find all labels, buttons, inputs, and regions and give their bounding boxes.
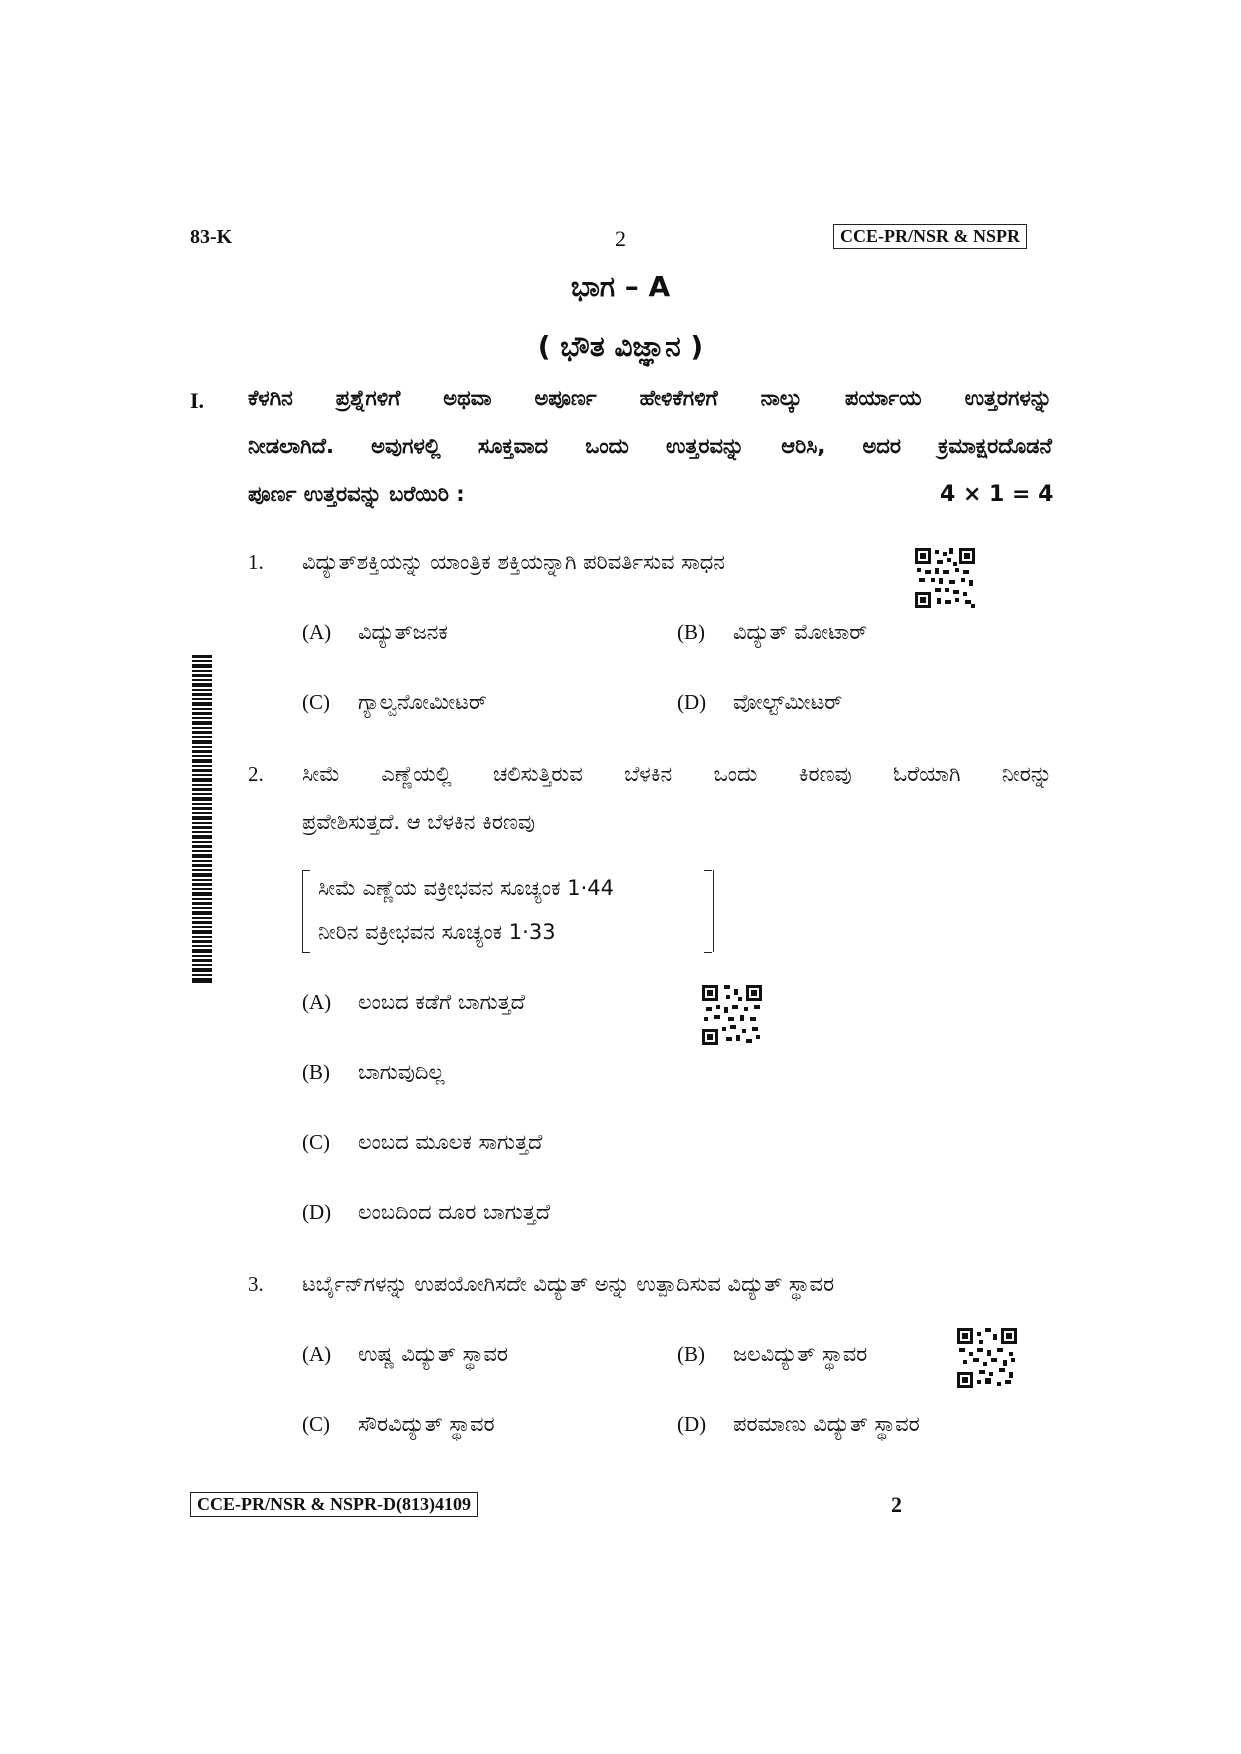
instruction-line-2: ನೀಡಲಾಗಿದೆ. ಅವುಗಳಲ್ಲಿ ಸೂಕ್ತವಾದ ಒಂದು ಉತ್ತರವನ್ನು ಆರಿಸಿ, ಅದರ ಕ್ರಮಾಕ್ಷರದೊಡನೆ: [248, 434, 1052, 458]
instruction-line-3: ಪೂರ್ಣ ಉತ್ತರವನ್ನು ಬರೆಯಿರಿ :: [248, 482, 465, 506]
page-number: 2: [615, 226, 626, 251]
q1-option-b-letter: (B): [677, 620, 705, 644]
question-2-number: 2.: [248, 762, 264, 786]
q3-option-a-letter: (A): [302, 1342, 332, 1366]
question-3-text: ಟರ್ಬೈನ್‌ಗಳನ್ನು ಉಪಯೋಗಿಸದೇ ವಿದ್ಯುತ್ ಅನ್ನು ಉತ್ಪಾದಿಸುವ ವಿದ್ಯುತ್ ಸ್ಥಾವರ: [302, 1272, 835, 1296]
exam-code-box: CCE-PR/NSR & NSPR: [833, 224, 1027, 249]
marks-allocation: 4 × 1 = 4: [940, 482, 1054, 507]
bracket-corner: [302, 870, 310, 871]
q2-option-d-text: ಲಂಬದಿಂದ ದೂರ ಬಾಗುತ್ತದೆ: [358, 1200, 551, 1224]
q2-option-c-letter: (C): [302, 1130, 330, 1154]
q2-option-b-text: ಬಾಗುವುದಿಲ್ಲ: [358, 1060, 445, 1084]
q1-option-c-letter: (C): [302, 690, 330, 714]
barcode-image: [192, 655, 212, 985]
q1-option-a-text: ವಿದ್ಯುತ್‌ಜನಕ: [358, 620, 448, 644]
q1-option-a-letter: (A): [302, 620, 332, 644]
question-2-text-line-2: ಪ್ರವೇಶಿಸುತ್ತದೆ. ಆ ಬೆಳಕಿನ ಕಿರಣವು: [302, 810, 536, 834]
instruction-line-1: ಕೆಳಗಿನ ಪ್ರಶ್ನೆಗಳಿಗೆ ಅಥವಾ ಅಪೂರ್ಣ ಹೇಳಿಕೆಗಳಿಗೆ ನಾಲ್ಕು ಪರ್ಯಾಯ ಉತ್ತರಗಳನ್ನು: [248, 386, 1052, 410]
q1-option-d-letter: (D): [677, 690, 707, 714]
q3-option-b-letter: (B): [677, 1342, 705, 1366]
q2-option-c-text: ಲಂಬದ ಮೂಲಕ ಸಾಗುತ್ತದೆ: [358, 1130, 543, 1154]
q3-option-a-text: ಉಷ್ಣ ವಿದ್ಯುತ್ ಸ್ಥಾವರ: [358, 1342, 508, 1366]
question-3-number: 3.: [248, 1272, 264, 1296]
q3-option-b-text: ಜಲವಿದ್ಯುತ್ ಸ್ಥಾವರ: [733, 1342, 868, 1366]
q2-option-a-text: ಲಂಬದ ಕಡೆಗೆ ಬಾಗುತ್ತದೆ: [358, 990, 526, 1014]
bracket-corner: [704, 870, 712, 871]
section-title: ಭಾಗ – A: [570, 270, 671, 303]
note-kerosene-index: ಸೀಮೆ ಎಣ್ಣೆಯ ವಕ್ರೀಭವನ ಸೂಚ್ಯಂಕ 1·44: [318, 876, 614, 900]
q2-option-b-letter: (B): [302, 1060, 330, 1084]
q1-option-c-text: ಗ್ಯಾಲ್ವನೋಮೀಟರ್: [358, 690, 487, 714]
note-water-index: ನೀರಿನ ವಕ್ರೀಭವನ ಸೂಚ್ಯಂಕ 1·33: [318, 920, 556, 944]
q1-option-d-text: ವೋಲ್ಟ್‌ಮೀಟರ್: [733, 690, 843, 714]
paper-code: 83-K: [190, 226, 233, 248]
footer-page-number: 2: [891, 1492, 902, 1517]
section-subtitle: ( ಭೌತ ವಿಜ್ಞಾನ ): [537, 330, 704, 363]
section-roman-numeral: I.: [190, 388, 205, 413]
qr-code-icon: [915, 548, 975, 608]
q3-option-c-letter: (C): [302, 1412, 330, 1436]
q2-option-a-letter: (A): [302, 990, 332, 1014]
q3-option-c-text: ಸೌರವಿದ್ಯುತ್ ಸ್ಥಾವರ: [358, 1412, 495, 1436]
bracket-corner: [704, 952, 712, 953]
question-2-text-line-1: ಸೀಮೆ ಎಣ್ಣೆಯಲ್ಲಿ ಚಲಿಸುತ್ತಿರುವ ಬೆಳಕಿನ ಒಂದು ಕಿರಣವು ಓರೆಯಾಗಿ ನೀರನ್ನು: [302, 762, 1052, 786]
bracket-corner: [302, 952, 310, 953]
qr-code-icon: [702, 985, 762, 1045]
footer-code-box: CCE-PR/NSR & NSPR-D(813)4109: [190, 1492, 478, 1517]
question-1-text: ವಿದ್ಯುತ್‌ಶಕ್ತಿಯನ್ನು ಯಾಂತ್ರಿಕ ಶಕ್ತಿಯನ್ನಾಗಿ ಪರಿವರ್ತಿಸುವ ಸಾಧನ: [302, 550, 725, 574]
qr-code-icon: [957, 1328, 1017, 1388]
q2-option-d-letter: (D): [302, 1200, 332, 1224]
q3-option-d-letter: (D): [677, 1412, 707, 1436]
q3-option-d-text: ಪರಮಾಣು ವಿದ್ಯುತ್ ಸ್ಥಾವರ: [733, 1412, 920, 1436]
q1-option-b-text: ವಿದ್ಯುತ್ ಮೋಟಾರ್: [733, 620, 868, 644]
question-1-number: 1.: [248, 550, 264, 574]
